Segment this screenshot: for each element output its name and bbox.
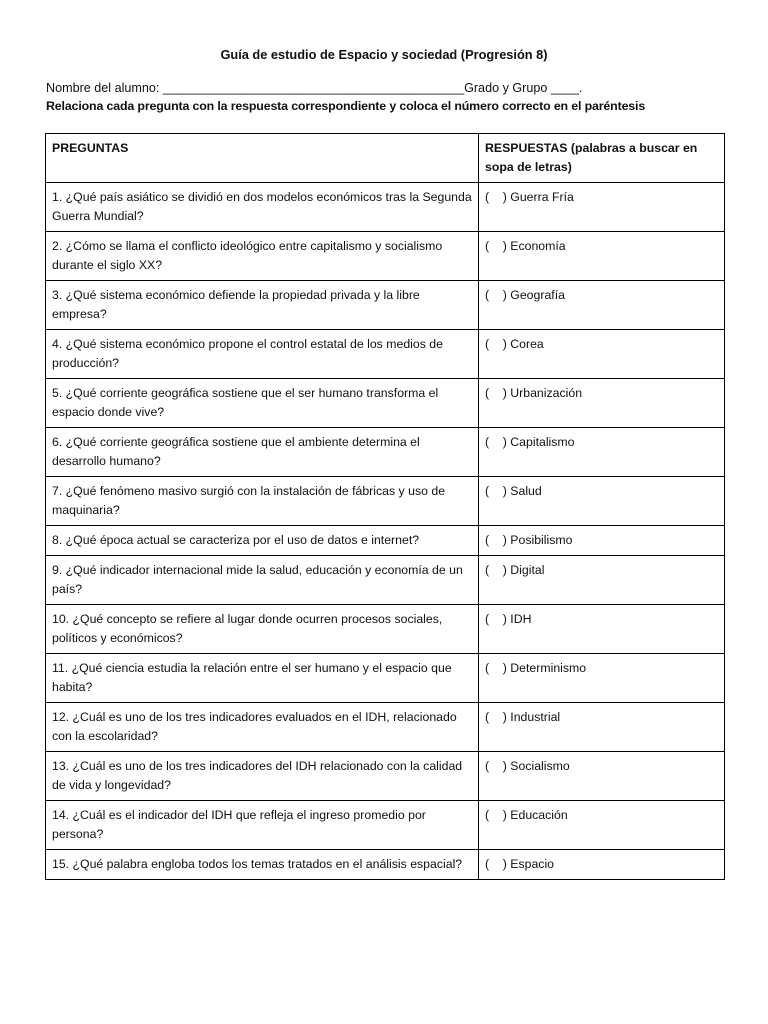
table-row — [46, 428, 725, 477]
answer-cell: ( ) Posibilismo — [479, 526, 725, 556]
answer-cell: ( ) Determinismo — [479, 654, 725, 703]
answer-cell: ( ) Digital — [479, 556, 725, 605]
question-cell: 5. ¿Qué corriente geográfica sostiene que el ser humano transforma el espacio donde vive? — [46, 379, 479, 428]
header-answers: RESPUESTAS (palabras a buscar en sopa de letras) — [479, 134, 725, 183]
matching-table — [45, 133, 725, 880]
table-header-row — [46, 134, 725, 183]
answer-cell: ( ) Capitalismo — [479, 428, 725, 477]
question-cell: 2. ¿Cómo se llama el conflicto ideológico entre capitalismo y socialismo durante el siglo XX? — [46, 232, 479, 281]
answer-cell: ( ) Educación — [479, 801, 725, 850]
answer-cell: ( ) Salud — [479, 477, 725, 526]
answer-cell: ( ) Industrial — [479, 703, 725, 752]
table-row — [46, 183, 725, 232]
question-cell: 8. ¿Qué época actual se caracteriza por el uso de datos e internet? — [46, 526, 479, 556]
table-row — [46, 379, 725, 428]
question-cell: 9. ¿Qué indicador internacional mide la salud, educación y economía de un país? — [46, 556, 479, 605]
question-cell: 14. ¿Cuál es el indicador del IDH que refleja el ingreso promedio por persona? — [46, 801, 479, 850]
question-cell: 4. ¿Qué sistema económico propone el control estatal de los medios de producción? — [46, 330, 479, 379]
instructions: Relaciona cada pregunta con la respuesta correspondiente y coloca el número correcto en el paréntesis — [46, 99, 646, 113]
answer-cell: ( ) IDH — [479, 605, 725, 654]
table-row — [46, 477, 725, 526]
question-cell: 1. ¿Qué país asiático se dividió en dos modelos económicos tras la Segunda Guerra Mundial? — [46, 183, 479, 232]
question-cell: 11. ¿Qué ciencia estudia la relación entre el ser humano y el espacio que habita? — [46, 654, 479, 703]
answer-cell: ( ) Espacio — [479, 850, 725, 880]
table-row — [46, 281, 725, 330]
document-title: Guía de estudio de Espacio y sociedad (Progresión 8) — [220, 47, 548, 62]
question-cell: 15. ¿Qué palabra engloba todos los temas tratados en el análisis espacial? — [46, 850, 479, 880]
table-row — [46, 752, 725, 801]
table-row — [46, 526, 725, 556]
answer-cell: ( ) Geografía — [479, 281, 725, 330]
answer-cell: ( ) Urbanización — [479, 379, 725, 428]
table-row — [46, 654, 725, 703]
question-cell: 3. ¿Qué sistema económico defiende la propiedad privada y la libre empresa? — [46, 281, 479, 330]
answer-cell: ( ) Economía — [479, 232, 725, 281]
header-questions: PREGUNTAS — [46, 134, 479, 183]
table-row — [46, 330, 725, 379]
table-row — [46, 232, 725, 281]
student-info-line: Nombre del alumno: ___________________________________________Grado y Grupo ____. — [46, 81, 583, 95]
table-row — [46, 850, 725, 880]
answer-cell: ( ) Socialismo — [479, 752, 725, 801]
question-cell: 12. ¿Cuál es uno de los tres indicadores evaluados en el IDH, relacionado con la escolaridad? — [46, 703, 479, 752]
table-row — [46, 703, 725, 752]
table-row — [46, 605, 725, 654]
question-cell: 6. ¿Qué corriente geográfica sostiene que el ambiente determina el desarrollo humano? — [46, 428, 479, 477]
question-cell: 13. ¿Cuál es uno de los tres indicadores del IDH relacionado con la calidad de vida y longevidad? — [46, 752, 479, 801]
table-row — [46, 801, 725, 850]
answer-cell: ( ) Corea — [479, 330, 725, 379]
answer-cell: ( ) Guerra Fría — [479, 183, 725, 232]
question-cell: 7. ¿Qué fenómeno masivo surgió con la instalación de fábricas y uso de maquinaria? — [46, 477, 479, 526]
table-row — [46, 556, 725, 605]
question-cell: 10. ¿Qué concepto se refiere al lugar donde ocurren procesos sociales, políticos y económicos? — [46, 605, 479, 654]
